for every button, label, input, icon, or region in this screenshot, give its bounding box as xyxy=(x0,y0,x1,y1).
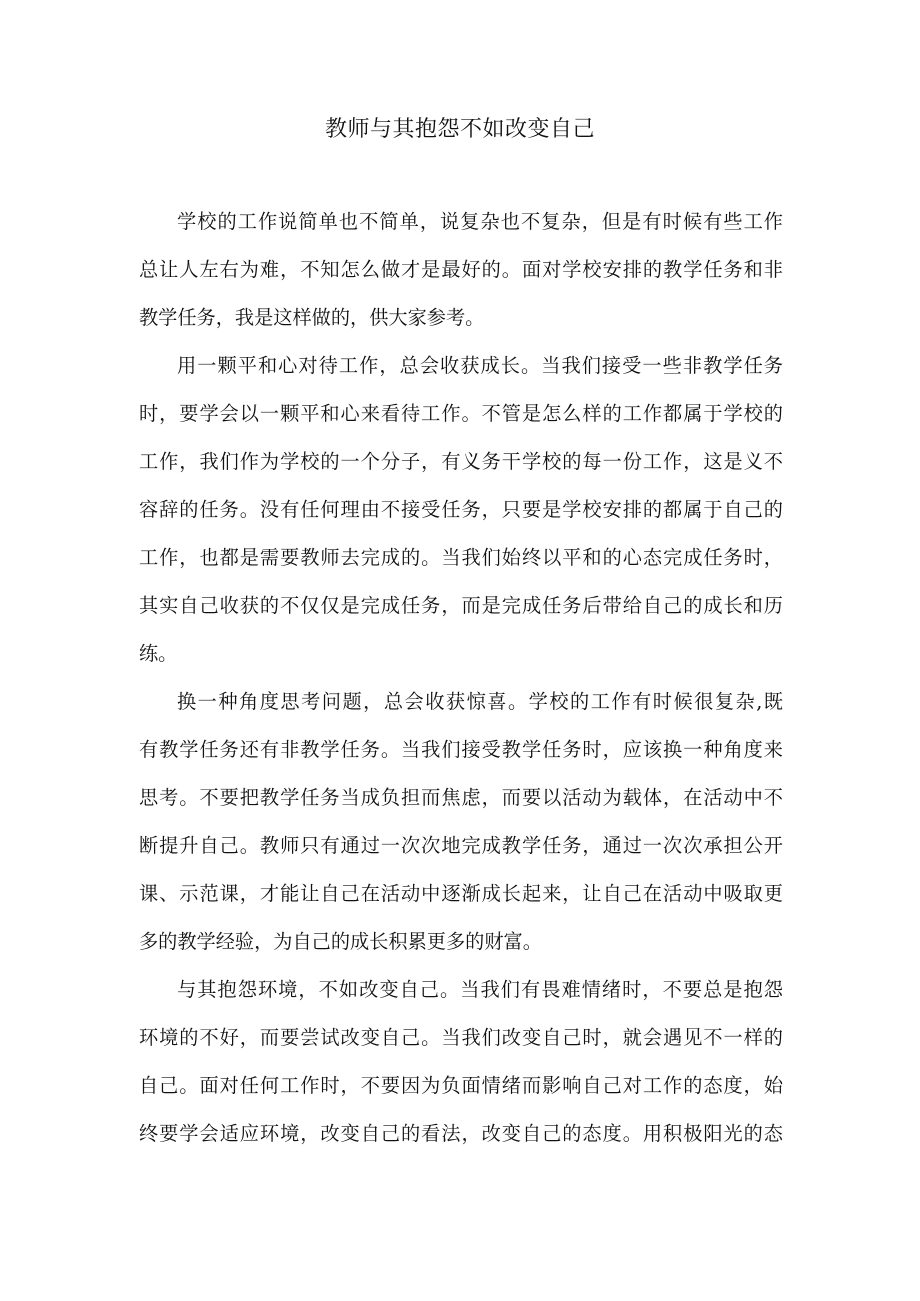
paragraph-3-line-2: 有教学任务还有非教学任务。当我们接受教学任务时，应该换一种角度来 xyxy=(139,738,783,761)
paragraph-2-line-3: 工作，我们作为学校的一个分子，有义务干学校的每一份工作，这是义不 xyxy=(139,450,783,473)
paragraph-2-line-5: 工作，也都是需要教师去完成的。当我们始终以平和的心态完成任务时， xyxy=(139,546,783,569)
paragraph-4-line-1: 与其抱怨环境，不如改变自己。当我们有畏难情绪时，不要总是抱怨 xyxy=(177,978,783,1001)
paragraph-3-line-6: 多的教学经验，为自己的成长积累更多的财富。 xyxy=(139,930,542,953)
paragraph-2-line-6: 其实自己收获的不仅仅是完成任务，而是完成任务后带给自己的成长和历 xyxy=(139,594,783,617)
document-title: 教师与其抱怨不如改变自己 xyxy=(324,117,595,142)
paragraph-3-line-1: 换一种角度思考问题，总会收获惊喜。学校的工作有时候很复杂,既 xyxy=(177,690,783,713)
paragraph-4-line-2: 环境的不好，而要尝试改变自己。当我们改变自己时，就会遇见不一样的 xyxy=(139,1026,783,1049)
paragraph-2-line-1: 用一颗平和心对待工作，总会收获成长。当我们接受一些非教学任务 xyxy=(177,354,783,377)
paragraph-4-line-4: 终要学会适应环境，改变自己的看法，改变自己的态度。用积极阳光的态 xyxy=(139,1122,783,1145)
paragraph-1-line-1: 学校的工作说简单也不简单，说复杂也不复杂，但是有时候有些工作 xyxy=(177,210,783,233)
paragraph-3-line-5: 课、示范课，才能让自己在活动中逐渐成长起来，让自己在活动中吸取更 xyxy=(139,882,783,905)
paragraph-2-line-2: 时，要学会以一颗平和心来看待工作。不管是怎么样的工作都属于学校的 xyxy=(139,402,783,425)
paragraph-3-line-4: 断提升自己。教师只有通过一次次地完成教学任务，通过一次次承担公开 xyxy=(139,834,783,857)
paragraph-2-line-7: 练。 xyxy=(139,642,178,665)
paragraph-2-line-4: 容辞的任务。没有任何理由不接受任务，只要是学校安排的都属于自己的 xyxy=(139,498,783,521)
paragraph-1-line-3: 教学任务，我是这样做的，供大家参考。 xyxy=(139,306,485,329)
paragraph-1-line-2: 总让人左右为难，不知怎么做才是最好的。面对学校安排的教学任务和非 xyxy=(139,258,783,281)
paragraph-4-line-3: 自己。面对任何工作时，不要因为负面情绪而影响自己对工作的态度，始 xyxy=(139,1074,783,1097)
paragraph-3-line-3: 思考。不要把教学任务当成负担而焦虑，而要以活动为载体，在活动中不 xyxy=(139,786,783,809)
